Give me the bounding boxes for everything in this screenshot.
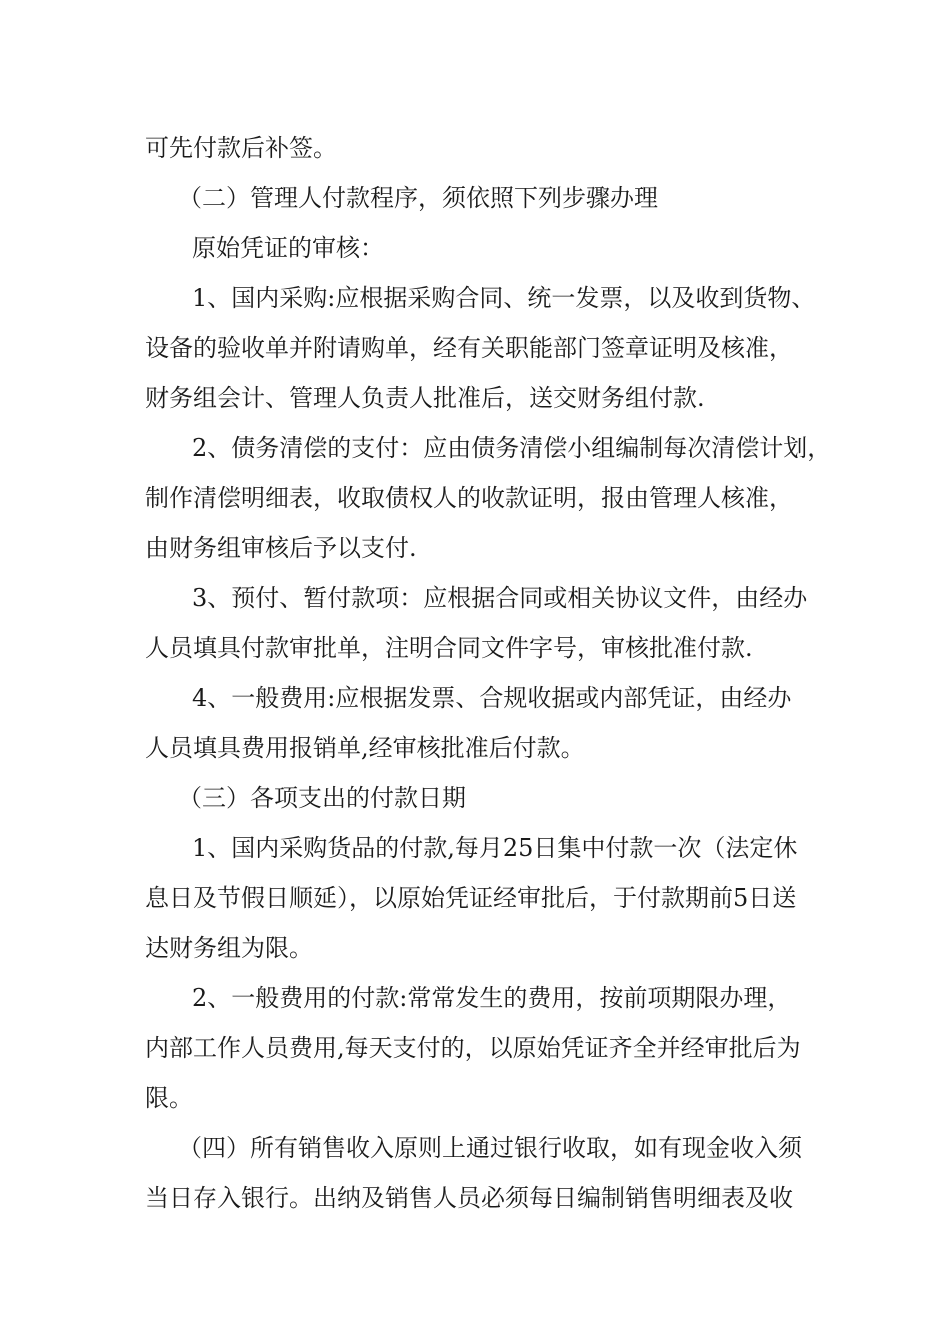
text-line: 1、国内采购货品的付款,每月25日集中付款一次（法定休 bbox=[192, 834, 798, 862]
text-line: 财务组会计、管理人负责人批准后，送交财务组付款. bbox=[145, 384, 705, 412]
text-line: 由财务组审核后予以支付. bbox=[145, 534, 417, 562]
text-line: 1、国内采购:应根据采购合同、统一发票，以及收到货物、 bbox=[192, 284, 816, 312]
text-line: 人员填具付款审批单，注明合同文件字号，审核批准付款. bbox=[145, 634, 753, 662]
section-heading: （二）管理人付款程序，须依照下列步骤办理 bbox=[178, 184, 658, 212]
section-heading: （三）各项支出的付款日期 bbox=[178, 784, 466, 812]
text-line: 设备的验收单并附请购单，经有关职能部门签章证明及核准， bbox=[145, 334, 793, 362]
text-line: 制作清偿明细表，收取债权人的收款证明，报由管理人核准， bbox=[145, 484, 793, 512]
text-line: 2、一般费用的付款:常常发生的费用，按前项期限办理， bbox=[192, 984, 792, 1012]
text-line: 可先付款后补签。 bbox=[145, 134, 337, 162]
text-line: 2、债务清偿的支付：应由债务清偿小组编制每次清偿计划， bbox=[192, 434, 832, 462]
text-line: 4、一般费用:应根据发票、合规收据或内部凭证，由经办 bbox=[192, 684, 792, 712]
text-line: 内部工作人员费用,每天支付的，以原始凭证齐全并经审批后为 bbox=[145, 1034, 801, 1062]
text-line: 当日存入银行。出纳及销售人员必须每日编制销售明细表及收 bbox=[145, 1184, 793, 1212]
text-line: 3、预付、暂付款项：应根据合同或相关协议文件，由经办 bbox=[192, 584, 808, 612]
text-line: 原始凭证的审核： bbox=[192, 234, 384, 262]
text-line: 息日及节假日顺延），以原始凭证经审批后，于付款期前5日送 bbox=[145, 884, 797, 912]
section-heading: （四）所有销售收入原则上通过银行收取，如有现金收入须 bbox=[178, 1134, 802, 1162]
text-line: 达财务组为限。 bbox=[145, 934, 313, 962]
text-line: 人员填具费用报销单,经审核批准后付款。 bbox=[145, 734, 585, 762]
text-line: 限。 bbox=[145, 1084, 193, 1112]
